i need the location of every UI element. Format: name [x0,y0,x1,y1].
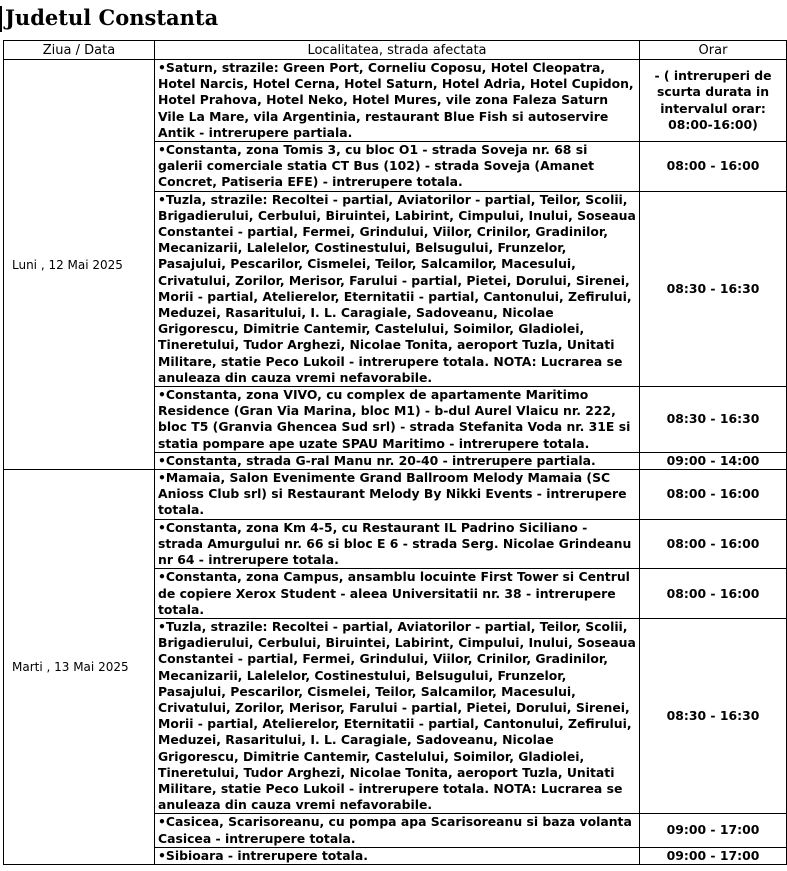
schedule-cell: 09:00 - 17:00 [640,814,787,847]
header-date: Ziua / Data [4,41,155,60]
table-row [4,60,787,142]
location-cell: •Mamaia, Salon Evenimente Grand Ballroom Melody Mamaia (SC Anioss Club srl) si Restaurant Melody By Nikki Events - intrerupere totala. [155,470,640,520]
location-cell: •Constanta, zona Tomis 3, cu bloc O1 - strada Soveja nr. 68 si galerii comerciale statia CT Bus (102) - strada Soveja (Amanet Concret, Patiseria EFE) - intrerupere totala. [155,142,640,192]
location-cell: •Saturn, strazile: Green Port, Corneliu Coposu, Hotel Cleopatra, Hotel Narcis, Hotel Cerna, Hotel Saturn, Hotel Adria, Hotel Cupidon, Hotel Prahova, Hotel Neko, Hotel Mures, vile zona Faleza Saturn Vile La Mare, vila Argentinia, restaurant Blue Fish si autoservire Antik - intrerupere partiala. [155,60,640,142]
schedule-cell: 09:00 - 14:00 [640,452,787,469]
schedule-cell: 08:30 - 16:30 [640,387,787,453]
schedule-cell: 08:30 - 16:30 [640,618,787,813]
day-cell: Luni , 12 Mai 2025 [4,60,155,470]
location-cell: •Casicea, Scarisoreanu, cu pompa apa Scarisoreanu si baza volanta Casicea - intrerupere totala. [155,814,640,847]
location-cell: •Sibioara - intrerupere totala. [155,847,640,864]
table-row [4,470,787,520]
table-header-row [4,41,787,60]
schedule-cell: 08:00 - 16:00 [640,519,787,569]
location-cell: •Tuzla, strazile: Recoltei - partial, Aviatorilor - partial, Teilor, Scolii, Brigadierului, Cerbului, Biruintei, Labirint, Cimpului, Inului, Soseaua Constantei - partial, Fermei, Grindului, Viilor, Crinilor, Gradinilor, Mecanizarii, Lalelelor, Costinestului, Belsugului, Frunzelor, Pasajului, Pescarilor, Cismelei, Teilor, Salcamilor, Macesului, Crivatului, Zorilor, Merisor, Farului - partial, Pietei, Dorului, Sirenei, Morii - partial, Atelierelor, Eternitatii - partial, Cantonului, Zefirului, Meduzei, Rasaritului, I. L. Caragiale, Sadoveanu, Nicolae Grigorescu, Dimitrie Cantemir, Castelului, Soimilor, Gladiolei, Tineretului, Tudor Arghezi, Nicolae Tonita, aeroport Tuzla, Unitati Militare, statie Peco Lukoil - intrerupere totala. NOTA: Lucrarea se anuleaza din cauza vremi nefavorabile. [155,618,640,813]
header-location: Localitatea, strada afectata [155,41,640,60]
location-cell: •Constanta, zona Campus, ansamblu locuinte First Tower si Centrul de copiere Xerox Student - aleea Universitatii nr. 38 - intrerupere totala. [155,569,640,619]
schedule-cell: 08:30 - 16:30 [640,191,787,386]
schedule-cell: 08:00 - 16:00 [640,569,787,619]
outage-table [3,40,787,865]
header-schedule: Orar [640,41,787,60]
schedule-cell: 09:00 - 17:00 [640,847,787,864]
text-cursor [0,6,2,32]
schedule-cell: 08:00 - 16:00 [640,142,787,192]
location-cell: •Tuzla, strazile: Recoltei - partial, Aviatorilor - partial, Teilor, Scolii, Brigadierului, Cerbului, Biruintei, Labirint, Cimpului, Inului, Soseaua Constantei - partial, Fermei, Grindului, Viilor, Crinilor, Gradinilor, Mecanizarii, Lalelelor, Costinestului, Belsugului, Frunzelor, Pasajului, Pescarilor, Cismelei, Teilor, Salcamilor, Macesului, Crivatului, Zorilor, Merisor, Farului - partial, Pietei, Dorului, Sirenei, Morii - partial, Atelierelor, Eternitatii - partial, Cantonului, Zefirului, Meduzei, Rasaritului, I. L. Caragiale, Sadoveanu, Nicolae Grigorescu, Dimitrie Cantemir, Castelului, Soimilor, Gladiolei, Tineretului, Tudor Arghezi, Nicolae Tonita, aeroport Tuzla, Unitati Militare, statie Peco Lukoil - intrerupere totala. NOTA: Lucrarea se anuleaza din cauza vremi nefavorabile. [155,191,640,386]
location-cell: •Constanta, zona Km 4-5, cu Restaurant IL Padrino Siciliano - strada Amurgului nr. 66 si bloc E 6 - strada Serg. Nicolae Grindeanu nr 64 - intrerupere totala. [155,519,640,569]
schedule-cell: - ( intreruperi de scurta durata in intervalul orar: 08:00-16:00) [640,60,787,142]
location-cell: •Constanta, zona VIVO, cu complex de apartamente Maritimo Residence (Gran Via Marina, bloc M1) - b-dul Aurel Vlaicu nr. 222, bloc T5 (Granvia Ghencea Sud srl) - strada Stefanita Voda nr. 31E si statia pompare ape uzate SPAU Maritimo - intrerupere totala. [155,387,640,453]
location-cell: •Constanta, strada G-ral Manu nr. 20-40 - intrerupere partiala. [155,452,640,469]
page-title: Judetul Constanta [5,5,219,30]
day-cell: Marti , 13 Mai 2025 [4,470,155,865]
schedule-cell: 08:00 - 16:00 [640,470,787,520]
